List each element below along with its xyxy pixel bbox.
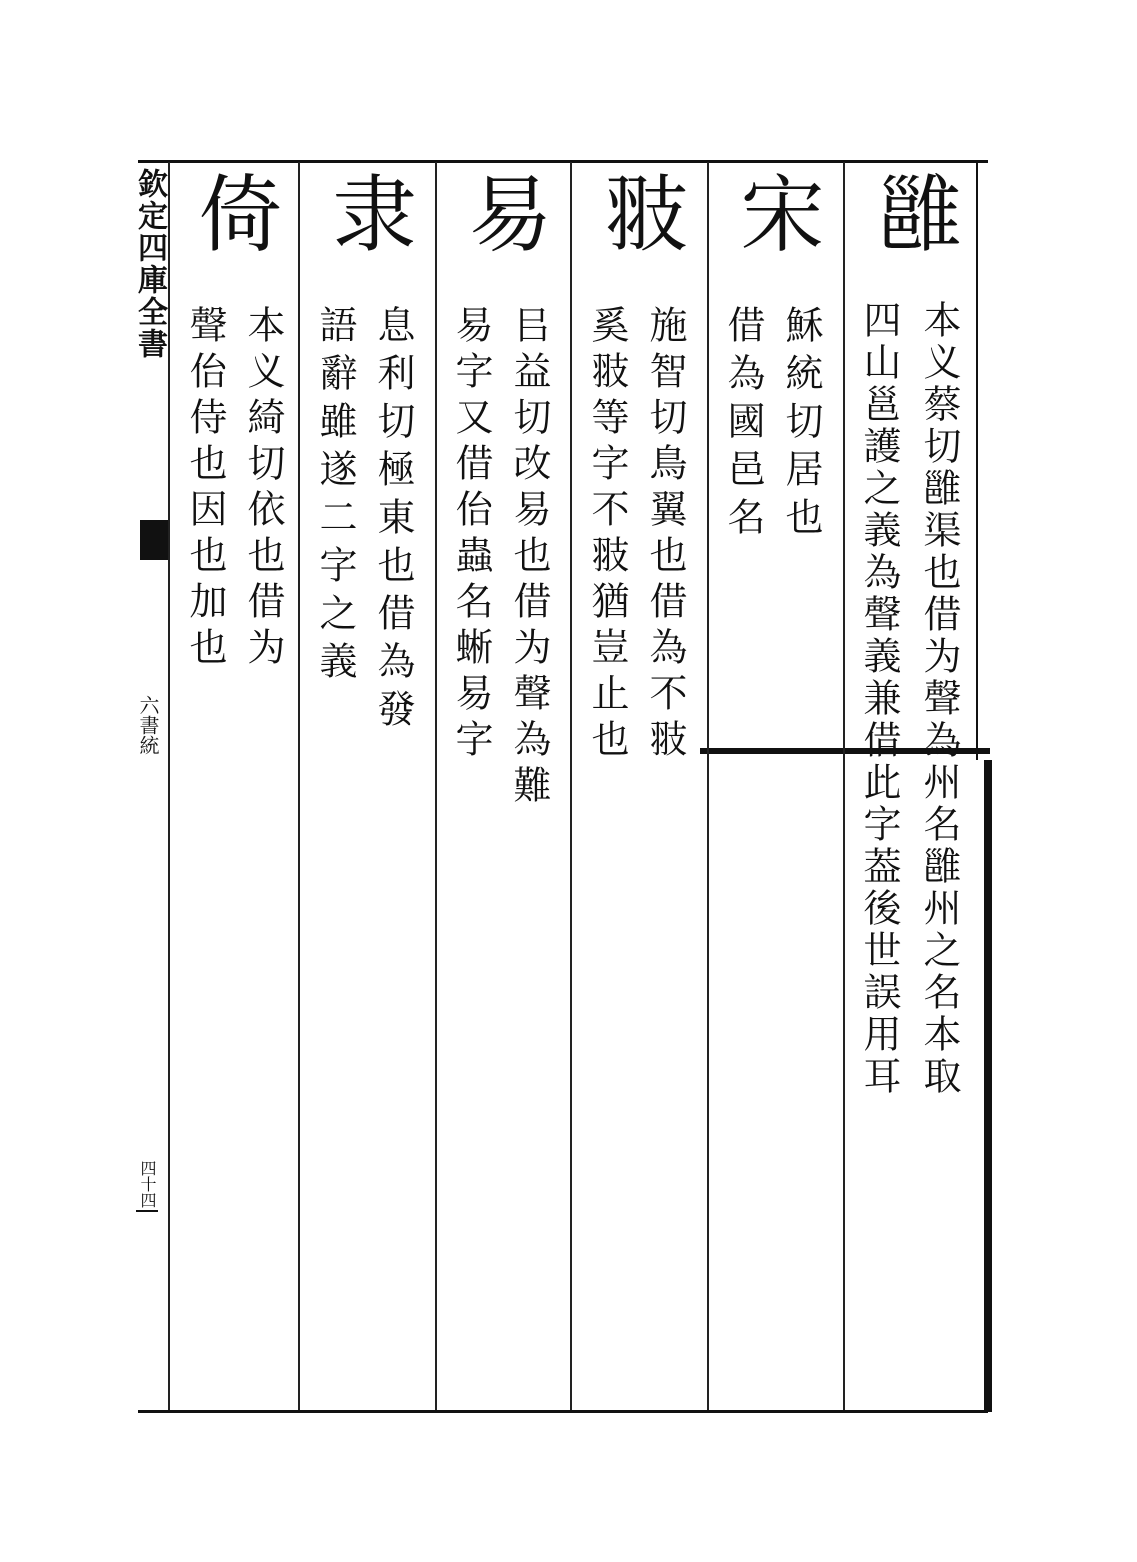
gloss-column: 本义蔡切雝渠也借为聲為州名雝州之名本取 bbox=[917, 300, 961, 1098]
gloss-column: 易字又借佁蟲名蜥易字 bbox=[449, 305, 493, 765]
column-rule bbox=[707, 162, 709, 1410]
gloss-column: 奚翄等字不翄猶豈止也 bbox=[585, 305, 629, 765]
gloss-column: 聲佁侍也因也加也 bbox=[183, 305, 227, 673]
book-title: 欽定四庫全書 bbox=[132, 168, 167, 360]
seal-character: 易 bbox=[455, 170, 553, 254]
page-number: 四十四 bbox=[136, 1160, 158, 1212]
seal-character: 隶 bbox=[319, 170, 417, 254]
frame-top-line bbox=[138, 160, 988, 163]
gloss-column: 㠯益切改易也借为聲為難 bbox=[507, 305, 551, 811]
gloss-column: 語辭雖遂二字之義 bbox=[313, 305, 357, 689]
gloss-column: 息利切極東也借為發 bbox=[371, 305, 415, 737]
seal-character: 宋 bbox=[727, 170, 825, 254]
seal-character: 翄 bbox=[591, 170, 689, 254]
frame-bottom-line bbox=[138, 1410, 988, 1413]
frame-right-border bbox=[984, 760, 992, 1412]
seal-character: 雝 bbox=[865, 170, 963, 254]
gloss-column: 穌統切居也 bbox=[779, 305, 823, 545]
column-rule bbox=[570, 162, 572, 1410]
gloss-column: 借為國邑名 bbox=[721, 305, 765, 545]
gloss-column: 本义綺切依也借为 bbox=[241, 305, 285, 673]
column-rule bbox=[435, 162, 437, 1410]
seal-character: 倚 bbox=[185, 170, 283, 254]
fishtail-mark bbox=[140, 520, 168, 560]
gutter-rule bbox=[168, 162, 170, 1410]
column-rule bbox=[843, 162, 845, 1410]
column-rule bbox=[298, 162, 300, 1410]
gloss-column: 施智切鳥翼也借為不翄 bbox=[643, 305, 687, 765]
gloss-column: 四山邕護之義為聲義兼借此字葢後世誤用耳 bbox=[857, 300, 901, 1098]
frame-right-line bbox=[976, 160, 978, 760]
section-title: 六書統 bbox=[136, 695, 160, 755]
